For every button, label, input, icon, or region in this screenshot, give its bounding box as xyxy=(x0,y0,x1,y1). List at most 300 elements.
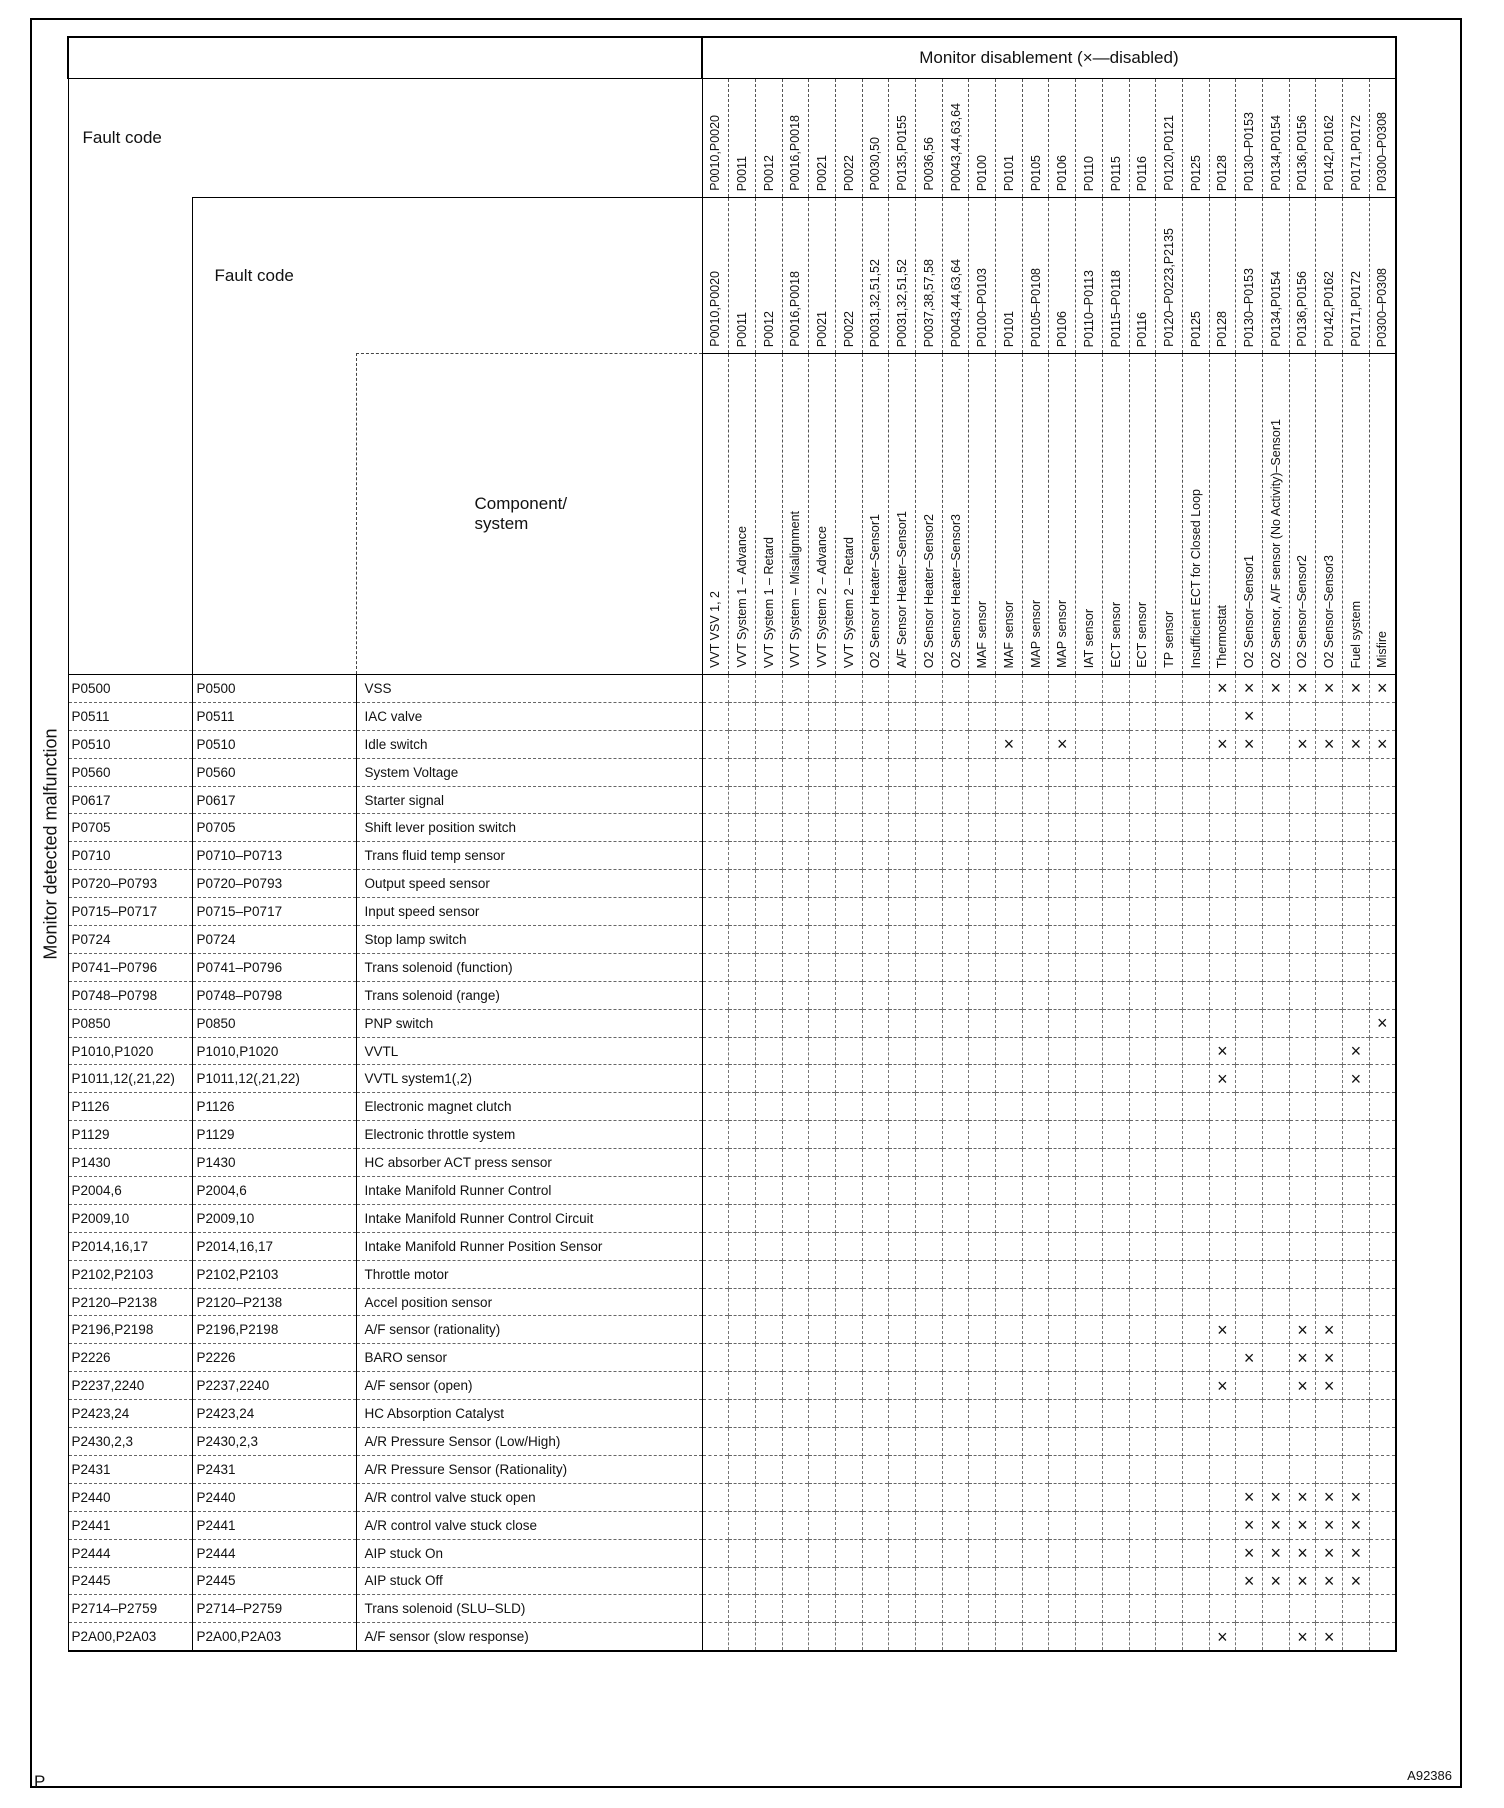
disable-mark-cell xyxy=(782,1037,809,1065)
disable-mark-cell xyxy=(1343,1204,1370,1232)
disable-mark-cell xyxy=(1209,898,1236,926)
component-label-line2: system xyxy=(474,514,529,533)
disable-mark-cell xyxy=(1343,1455,1370,1483)
disable-mark-cell xyxy=(1236,842,1263,870)
disable-mark-cell xyxy=(942,1121,969,1149)
disable-mark-cell xyxy=(1156,1428,1183,1456)
disable-mark-cell xyxy=(1156,1511,1183,1539)
disable-mark-cell xyxy=(1343,1288,1370,1316)
disable-mark-cell xyxy=(835,1121,862,1149)
fault-code-header-2 xyxy=(192,198,702,354)
fault-code-detail-cell: P2009,10 xyxy=(192,1204,356,1232)
disable-mark-cell xyxy=(996,1623,1023,1651)
fault-code-cell: P2441 xyxy=(68,1511,192,1539)
disable-mark-cell xyxy=(1102,1204,1129,1232)
disable-mark-cell xyxy=(1022,730,1049,758)
disable-mark-cell xyxy=(702,1344,729,1372)
fault-code-cell: P0715–P0717 xyxy=(68,898,192,926)
disable-mark-cell xyxy=(996,1567,1023,1595)
disable-mark-cell xyxy=(1102,786,1129,814)
disable-mark-cell xyxy=(1316,1595,1343,1623)
disable-mark-cell xyxy=(782,1177,809,1205)
disable-mark-cell xyxy=(1049,898,1076,926)
disable-mark-cell xyxy=(889,1121,916,1149)
column-code-0 xyxy=(702,79,729,198)
table-row xyxy=(34,1316,1396,1344)
disable-mark-cell xyxy=(1316,814,1343,842)
disable-mark: × xyxy=(1236,1344,1263,1372)
column-name-label: VVT System 2 – Retard xyxy=(841,536,856,668)
disable-mark-cell xyxy=(1262,1093,1289,1121)
disable-mark-cell xyxy=(835,1037,862,1065)
disable-mark-cell xyxy=(889,1093,916,1121)
disable-mark-cell xyxy=(1076,1483,1103,1511)
column-name-7 xyxy=(889,354,916,675)
column-code2-label: P0043,44,63,64 xyxy=(948,258,963,347)
disable-mark-cell xyxy=(729,1065,756,1093)
disable-mark-cell xyxy=(1049,758,1076,786)
column-name-0 xyxy=(702,354,729,675)
disable-mark-cell xyxy=(942,1204,969,1232)
fault-code-detail-cell: P1010,P1020 xyxy=(192,1037,356,1065)
disable-mark-cell xyxy=(835,1177,862,1205)
disable-mark-cell xyxy=(1102,953,1129,981)
disable-mark-cell xyxy=(1182,702,1209,730)
disable-mark-cell xyxy=(1236,814,1263,842)
disable-mark-cell xyxy=(1343,1177,1370,1205)
disable-mark-cell xyxy=(916,1232,943,1260)
column-name-10 xyxy=(969,354,996,675)
fault-code-detail-cell: P1011,12(,21,22) xyxy=(192,1065,356,1093)
component-cell: Trans fluid temp sensor xyxy=(356,842,702,870)
disable-mark-cell xyxy=(1022,1065,1049,1093)
disable-mark-cell xyxy=(702,1093,729,1121)
fault-code-detail-cell: P0748–P0798 xyxy=(192,981,356,1009)
disable-mark-cell xyxy=(809,870,836,898)
disable-mark-cell xyxy=(996,870,1023,898)
disable-mark: × xyxy=(1316,1344,1343,1372)
disable-mark-cell xyxy=(809,1065,836,1093)
component-cell: A/F sensor (slow response) xyxy=(356,1623,702,1651)
disable-mark-cell xyxy=(1316,981,1343,1009)
disable-mark-cell xyxy=(1236,1260,1263,1288)
disable-mark-cell xyxy=(1182,1567,1209,1595)
column-name-label: VVT System – Misalignment xyxy=(788,511,803,668)
table-row xyxy=(34,870,1396,898)
disable-mark-cell xyxy=(809,1455,836,1483)
disable-mark-cell xyxy=(1343,758,1370,786)
disable-mark-cell xyxy=(889,730,916,758)
disable-mark-cell xyxy=(1343,1428,1370,1456)
fault-code-cell: P2A00,P2A03 xyxy=(68,1623,192,1651)
disable-mark-cell xyxy=(702,1149,729,1177)
disable-mark-cell xyxy=(835,675,862,703)
disable-mark-cell xyxy=(969,814,996,842)
disable-mark-cell xyxy=(702,1316,729,1344)
disable-mark-cell xyxy=(969,1372,996,1400)
disable-mark: × xyxy=(1289,1623,1316,1651)
disable-mark-cell xyxy=(1316,1204,1343,1232)
disable-mark: × xyxy=(1209,675,1236,703)
disable-mark-cell xyxy=(1289,981,1316,1009)
fault-code-cell: P2431 xyxy=(68,1455,192,1483)
disable-mark-cell xyxy=(862,1595,889,1623)
disable-mark-cell xyxy=(969,1177,996,1205)
disable-mark-cell xyxy=(1369,1539,1396,1567)
disable-mark-cell xyxy=(1129,1400,1156,1428)
disable-mark-cell xyxy=(702,1037,729,1065)
column-code2-21 xyxy=(1262,198,1289,354)
disable-mark-cell xyxy=(1076,1567,1103,1595)
monitor-disablement-table-wrapper xyxy=(34,36,1397,1652)
component-cell: Intake Manifold Runner Position Sensor xyxy=(356,1232,702,1260)
disable-mark-cell xyxy=(1049,1037,1076,1065)
disable-mark-cell xyxy=(1049,1455,1076,1483)
disable-mark-cell xyxy=(1076,1400,1103,1428)
disable-mark-cell xyxy=(916,1539,943,1567)
disable-mark-cell xyxy=(942,1093,969,1121)
disable-mark-cell xyxy=(1129,1260,1156,1288)
column-name-2 xyxy=(755,354,782,675)
disable-mark-cell xyxy=(835,814,862,842)
disable-mark-cell xyxy=(1022,1288,1049,1316)
disable-mark-cell xyxy=(1102,1372,1129,1400)
component-cell: Input speed sensor xyxy=(356,898,702,926)
disable-mark: × xyxy=(1343,1065,1370,1093)
disable-mark-cell xyxy=(1156,1539,1183,1567)
disable-mark-cell xyxy=(862,898,889,926)
disable-mark-cell xyxy=(1343,1316,1370,1344)
disable-mark-cell xyxy=(755,1037,782,1065)
column-code-label: P0106 xyxy=(1055,154,1070,191)
disable-mark-cell xyxy=(755,1483,782,1511)
disable-mark-cell xyxy=(809,1204,836,1232)
disable-mark-cell xyxy=(969,1428,996,1456)
disable-mark-cell xyxy=(1129,870,1156,898)
disable-mark: × xyxy=(996,730,1023,758)
component-cell: AIP stuck Off xyxy=(356,1567,702,1595)
disable-mark-cell xyxy=(1209,1539,1236,1567)
disable-mark: × xyxy=(1316,1567,1343,1595)
disable-mark-cell xyxy=(1156,675,1183,703)
disable-mark-cell xyxy=(1156,1400,1183,1428)
disable-mark-cell xyxy=(1209,1567,1236,1595)
column-code2-label: P0016,P0018 xyxy=(788,271,803,347)
disable-mark-cell xyxy=(1102,1567,1129,1595)
component-cell: HC Absorption Catalyst xyxy=(356,1400,702,1428)
disable-mark-cell xyxy=(1022,786,1049,814)
disable-mark: × xyxy=(1236,1567,1263,1595)
disable-mark-cell xyxy=(862,981,889,1009)
disable-mark-cell xyxy=(835,1623,862,1651)
disable-mark-cell xyxy=(729,1149,756,1177)
disable-mark-cell xyxy=(1129,1511,1156,1539)
disable-mark-cell xyxy=(1209,953,1236,981)
disable-mark-cell xyxy=(702,758,729,786)
disable-mark-cell xyxy=(835,926,862,954)
column-code2-18 xyxy=(1182,198,1209,354)
disable-mark-cell xyxy=(702,870,729,898)
fault-code-cell: P0617 xyxy=(68,786,192,814)
column-code2-23 xyxy=(1316,198,1343,354)
disable-mark: × xyxy=(1236,730,1263,758)
disable-mark-cell xyxy=(1076,1177,1103,1205)
disable-mark-cell xyxy=(862,1093,889,1121)
column-code-11 xyxy=(996,79,1023,198)
disable-mark-cell xyxy=(1209,1232,1236,1260)
disable-mark-cell xyxy=(1049,926,1076,954)
disable-mark: × xyxy=(1316,1316,1343,1344)
page-corner-mark: P xyxy=(34,1772,46,1791)
disable-mark-cell xyxy=(1236,1316,1263,1344)
component-cell: IAC valve xyxy=(356,702,702,730)
disable-mark-cell xyxy=(862,1177,889,1205)
column-name-label: O2 Sensor–Sensor2 xyxy=(1295,554,1310,668)
disable-mark-cell xyxy=(835,758,862,786)
column-code2-label: P0021 xyxy=(815,310,830,347)
disable-mark-cell xyxy=(1102,1623,1129,1651)
disable-mark-cell xyxy=(809,1400,836,1428)
disable-mark-cell xyxy=(996,814,1023,842)
component-cell: Intake Manifold Runner Control xyxy=(356,1177,702,1205)
disable-mark-cell xyxy=(1182,1204,1209,1232)
disable-mark-cell xyxy=(1209,786,1236,814)
disable-mark-cell xyxy=(942,1483,969,1511)
column-code2-12 xyxy=(1022,198,1049,354)
disable-mark-cell xyxy=(809,702,836,730)
disable-mark-cell xyxy=(755,1009,782,1037)
disable-mark-cell xyxy=(1022,1595,1049,1623)
disable-mark-cell xyxy=(1102,1428,1129,1456)
column-name-22 xyxy=(1289,354,1316,675)
monitor-disablement-title: Monitor disablement (×—disabled) xyxy=(702,37,1396,79)
disable-mark-cell xyxy=(755,1288,782,1316)
disable-mark-cell xyxy=(942,1288,969,1316)
column-code-label: P0010,P0020 xyxy=(708,115,723,191)
column-code2-label: P0100–P0103 xyxy=(975,267,990,347)
disable-mark-cell xyxy=(702,1539,729,1567)
disable-mark-cell xyxy=(1022,1260,1049,1288)
disable-mark: × xyxy=(1369,730,1396,758)
disable-mark-cell xyxy=(1156,730,1183,758)
disable-mark-cell xyxy=(1129,1149,1156,1177)
disable-mark-cell xyxy=(729,1372,756,1400)
disable-mark-cell xyxy=(1236,758,1263,786)
disable-mark-cell xyxy=(1289,1037,1316,1065)
component-cell: Shift lever position switch xyxy=(356,814,702,842)
disable-mark-cell xyxy=(862,730,889,758)
disable-mark-cell xyxy=(996,981,1023,1009)
table-row xyxy=(34,1539,1396,1567)
disable-mark-cell xyxy=(729,1204,756,1232)
disable-mark-cell xyxy=(1262,758,1289,786)
disable-mark-cell xyxy=(1343,981,1370,1009)
disable-mark-cell xyxy=(916,1177,943,1205)
disable-mark-cell xyxy=(916,870,943,898)
disable-mark-cell xyxy=(996,702,1023,730)
table-row xyxy=(34,1455,1396,1483)
component-cell: Trans solenoid (function) xyxy=(356,953,702,981)
disable-mark-cell xyxy=(1262,842,1289,870)
fault-code-cell: P2714–P2759 xyxy=(68,1595,192,1623)
column-code-21 xyxy=(1262,79,1289,198)
disable-mark-cell xyxy=(1236,1232,1263,1260)
disable-mark-cell xyxy=(835,1483,862,1511)
disable-mark-cell xyxy=(1209,870,1236,898)
disable-mark-cell xyxy=(996,842,1023,870)
column-name-16 xyxy=(1129,354,1156,675)
column-code2-label: P0142,P0162 xyxy=(1322,271,1337,347)
column-name-label: Insufficient ECT for Closed Loop xyxy=(1188,488,1203,668)
disable-mark-cell xyxy=(1343,953,1370,981)
disable-mark-cell xyxy=(782,1428,809,1456)
disable-mark-cell xyxy=(1022,1121,1049,1149)
disable-mark-cell xyxy=(702,814,729,842)
disable-mark-cell xyxy=(942,675,969,703)
disable-mark-cell xyxy=(782,1204,809,1232)
disable-mark-cell xyxy=(1289,1455,1316,1483)
fault-code-detail-cell: P2226 xyxy=(192,1344,356,1372)
disable-mark-cell xyxy=(1369,758,1396,786)
title-blank xyxy=(68,37,702,79)
disable-mark-cell xyxy=(809,1483,836,1511)
disable-mark-cell xyxy=(1076,730,1103,758)
disable-mark-cell xyxy=(1102,1037,1129,1065)
column-code-25 xyxy=(1369,79,1396,198)
disable-mark-cell xyxy=(702,1511,729,1539)
column-code2-label: P0031,32,51,52 xyxy=(868,258,883,347)
disable-mark-cell xyxy=(916,702,943,730)
disable-mark-cell xyxy=(889,1344,916,1372)
fault-code-cell: P2196,P2198 xyxy=(68,1316,192,1344)
disable-mark-cell xyxy=(862,926,889,954)
disable-mark: × xyxy=(1343,1037,1370,1065)
disable-mark-cell xyxy=(835,1539,862,1567)
disable-mark-cell xyxy=(1316,1288,1343,1316)
table-row xyxy=(34,1400,1396,1428)
disable-mark-cell xyxy=(809,1539,836,1567)
disable-mark-cell xyxy=(835,1149,862,1177)
column-code-9 xyxy=(942,79,969,198)
disable-mark-cell xyxy=(996,758,1023,786)
column-code-label: P0030,50 xyxy=(868,137,883,191)
disable-mark-cell xyxy=(755,1344,782,1372)
disable-mark-cell xyxy=(702,1567,729,1595)
table-row xyxy=(34,702,1396,730)
column-code-7 xyxy=(889,79,916,198)
disable-mark-cell xyxy=(1102,1065,1129,1093)
disable-mark-cell xyxy=(755,1177,782,1205)
column-name-11 xyxy=(996,354,1023,675)
disable-mark-cell xyxy=(1369,1149,1396,1177)
component-cell: A/R control valve stuck close xyxy=(356,1511,702,1539)
disable-mark-cell xyxy=(969,1288,996,1316)
disable-mark-cell xyxy=(782,953,809,981)
disable-mark-cell xyxy=(729,1093,756,1121)
disable-mark-cell xyxy=(782,842,809,870)
header-indent xyxy=(192,354,356,675)
disable-mark-cell xyxy=(1209,758,1236,786)
column-code2-label: P0125 xyxy=(1188,310,1203,347)
disable-mark-cell xyxy=(809,675,836,703)
column-code2-24 xyxy=(1343,198,1370,354)
figure-id: A92386 xyxy=(1407,1768,1452,1783)
disable-mark-cell xyxy=(996,1511,1023,1539)
disable-mark-cell xyxy=(702,1595,729,1623)
disable-mark-cell xyxy=(942,981,969,1009)
disable-mark-cell xyxy=(1022,1344,1049,1372)
disable-mark-cell xyxy=(1343,1372,1370,1400)
disable-mark-cell xyxy=(1209,1400,1236,1428)
disable-mark-cell xyxy=(755,1455,782,1483)
disable-mark-cell xyxy=(782,675,809,703)
disable-mark-cell xyxy=(1049,1511,1076,1539)
disable-mark-cell xyxy=(1369,898,1396,926)
disable-mark-cell xyxy=(1076,1065,1103,1093)
disable-mark-cell xyxy=(889,1511,916,1539)
disable-mark-cell xyxy=(1209,1177,1236,1205)
column-code-label: P0136,P0156 xyxy=(1295,115,1310,191)
column-code2-5 xyxy=(835,198,862,354)
disable-mark-cell xyxy=(1049,1539,1076,1567)
disable-mark-cell xyxy=(782,1511,809,1539)
table-row xyxy=(34,1511,1396,1539)
disable-mark-cell xyxy=(1049,1372,1076,1400)
disable-mark-cell xyxy=(1182,758,1209,786)
disable-mark-cell xyxy=(729,898,756,926)
disable-mark-cell xyxy=(782,1483,809,1511)
disable-mark-cell xyxy=(1236,1372,1263,1400)
disable-mark-cell xyxy=(1369,1455,1396,1483)
disable-mark-cell xyxy=(1076,1149,1103,1177)
disable-mark-cell xyxy=(969,675,996,703)
disable-mark: × xyxy=(1316,1372,1343,1400)
disable-mark-cell xyxy=(942,1455,969,1483)
header-indent xyxy=(68,354,192,675)
disable-mark-cell xyxy=(1049,1260,1076,1288)
disable-mark-cell xyxy=(755,1567,782,1595)
disable-mark-cell xyxy=(1022,1428,1049,1456)
disable-mark-cell xyxy=(782,1065,809,1093)
disable-mark-cell xyxy=(835,1372,862,1400)
disable-mark-cell xyxy=(1182,1177,1209,1205)
disable-mark-cell xyxy=(1209,1344,1236,1372)
disable-mark-cell xyxy=(1262,1623,1289,1651)
column-name-label: Fuel system xyxy=(1348,600,1363,668)
column-name-label: ECT sensor xyxy=(1108,602,1123,668)
disable-mark-cell xyxy=(942,730,969,758)
disable-mark-cell xyxy=(1156,1260,1183,1288)
disable-mark-cell xyxy=(996,1149,1023,1177)
disable-mark: × xyxy=(1236,1511,1263,1539)
disable-mark-cell xyxy=(702,1009,729,1037)
disable-mark-cell xyxy=(942,1260,969,1288)
table-row xyxy=(34,1204,1396,1232)
column-code2-14 xyxy=(1076,198,1103,354)
disable-mark-cell xyxy=(916,1288,943,1316)
column-code2-label: P0136,P0156 xyxy=(1295,271,1310,347)
disable-mark-cell xyxy=(1076,786,1103,814)
fault-code-cell: P0724 xyxy=(68,926,192,954)
disable-mark-cell xyxy=(1129,1177,1156,1205)
column-code2-7 xyxy=(889,198,916,354)
disable-mark-cell xyxy=(1156,1065,1183,1093)
disable-mark: × xyxy=(1316,1483,1343,1511)
disable-mark-cell xyxy=(862,1539,889,1567)
disable-mark-cell xyxy=(809,1316,836,1344)
disable-mark-cell xyxy=(1209,1093,1236,1121)
disable-mark-cell xyxy=(1022,1316,1049,1344)
